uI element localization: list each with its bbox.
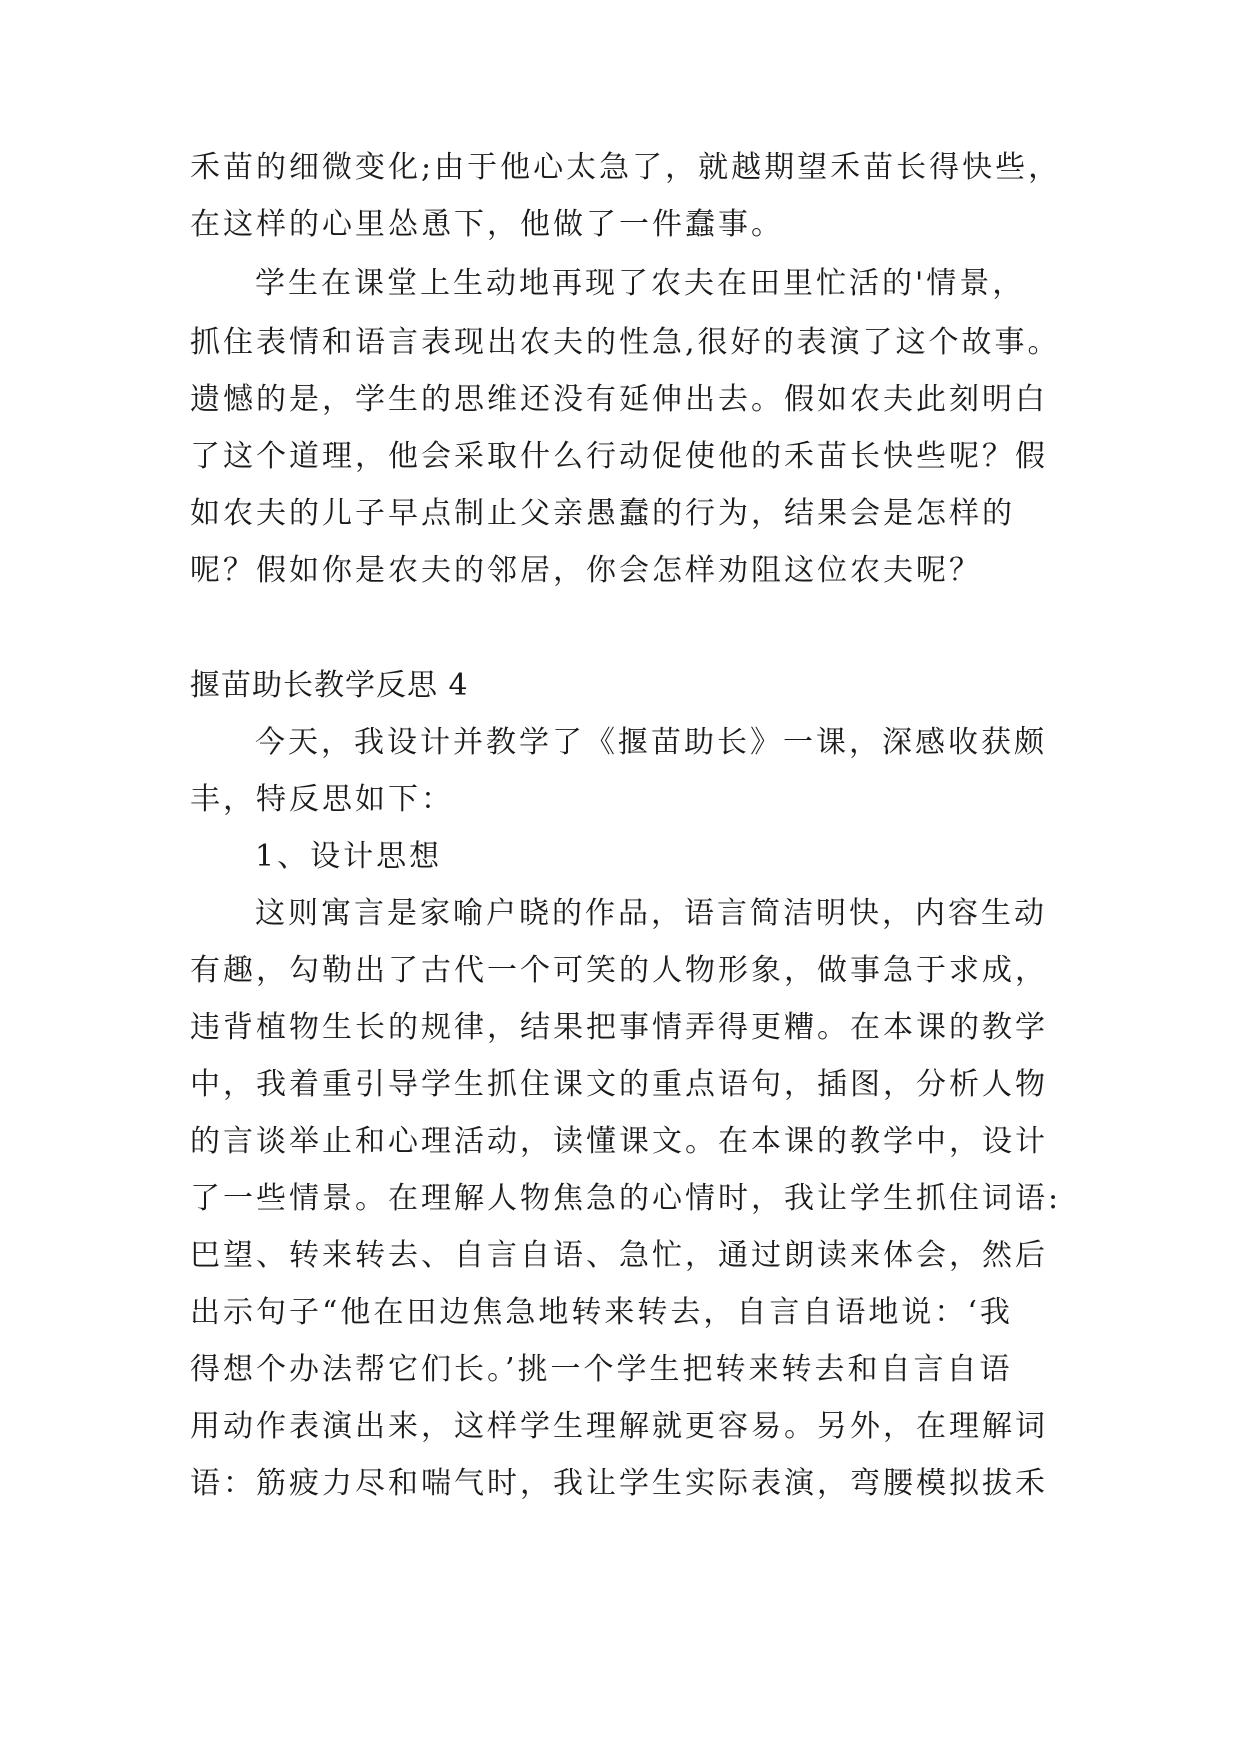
paragraph-line: 了这个道理，他会采取什么行动促使他的禾苗长快些呢？假 [190,439,1048,474]
paragraph-line: 用动作表演出来，这样学生理解就更容易。另外，在理解词 [190,1409,1048,1444]
paragraph-line: 违背植物生长的规律，结果把事情弄得更糟。在本课的教学 [190,1010,1048,1045]
paragraph-line: 得想个办法帮它们长。’挑一个学生把转来转去和自言自语 [190,1352,1013,1387]
paragraph-line: 出示句子“他在田边焦急地转来转去，自言自语地说：‘我 [190,1295,1013,1330]
section-heading: 揠苗助长教学反思 4 [190,668,469,703]
paragraph-line: 学生在课堂上生动地再现了农夫在田里忙活的'情景， [255,266,1026,301]
paragraph-line: 抓住表情和语言表现出农夫的性急,很好的表演了这个故事。 [190,325,1061,360]
paragraph-line: 在这样的心里怂恿下，他做了一件蠢事。 [190,207,784,242]
paragraph-line: 这则寓言是家喻户晓的作品，语言简洁明快，内容生动 [255,896,1047,931]
paragraph-line: 遗憾的是，学生的思维还没有延伸出去。假如农夫此刻明白 [190,382,1048,417]
paragraph-line: 禾苗的细微变化;由于他心太急了，就越期望禾苗长得快些， [190,150,1062,185]
paragraph-line: 巴望、转来转去、自言自语、急忙，通过朗读来体会，然后 [190,1238,1048,1273]
paragraph-line: 今天，我设计并教学了《揠苗助长》一课，深感收获颇 [255,725,1047,760]
paragraph-line: 中，我着重引导学生抓住课文的重点语句，插图，分析人物 [190,1067,1048,1102]
paragraph-line: 语：筋疲力尽和喘气时，我让学生实际表演，弯腰模拟拔禾 [190,1466,1048,1501]
paragraph-line: 如农夫的儿子早点制止父亲愚蠢的行为，结果会是怎样的 [190,496,1015,531]
subheading: 1、设计思想 [255,839,443,874]
paragraph-line: 有趣，勾勒出了古代一个可笑的人物形象，做事急于求成， [190,953,1048,988]
paragraph-line: 丰，特反思如下： [190,782,454,817]
paragraph-line: 呢？假如你是农夫的邻居，你会怎样劝阻这位农夫呢？ [190,553,982,588]
paragraph-line: 了一些情景。在理解人物焦急的心情时，我让学生抓住词语: [190,1181,1062,1216]
paragraph-line: 的言谈举止和心理活动，读懂课文。在本课的教学中，设计 [190,1124,1048,1159]
